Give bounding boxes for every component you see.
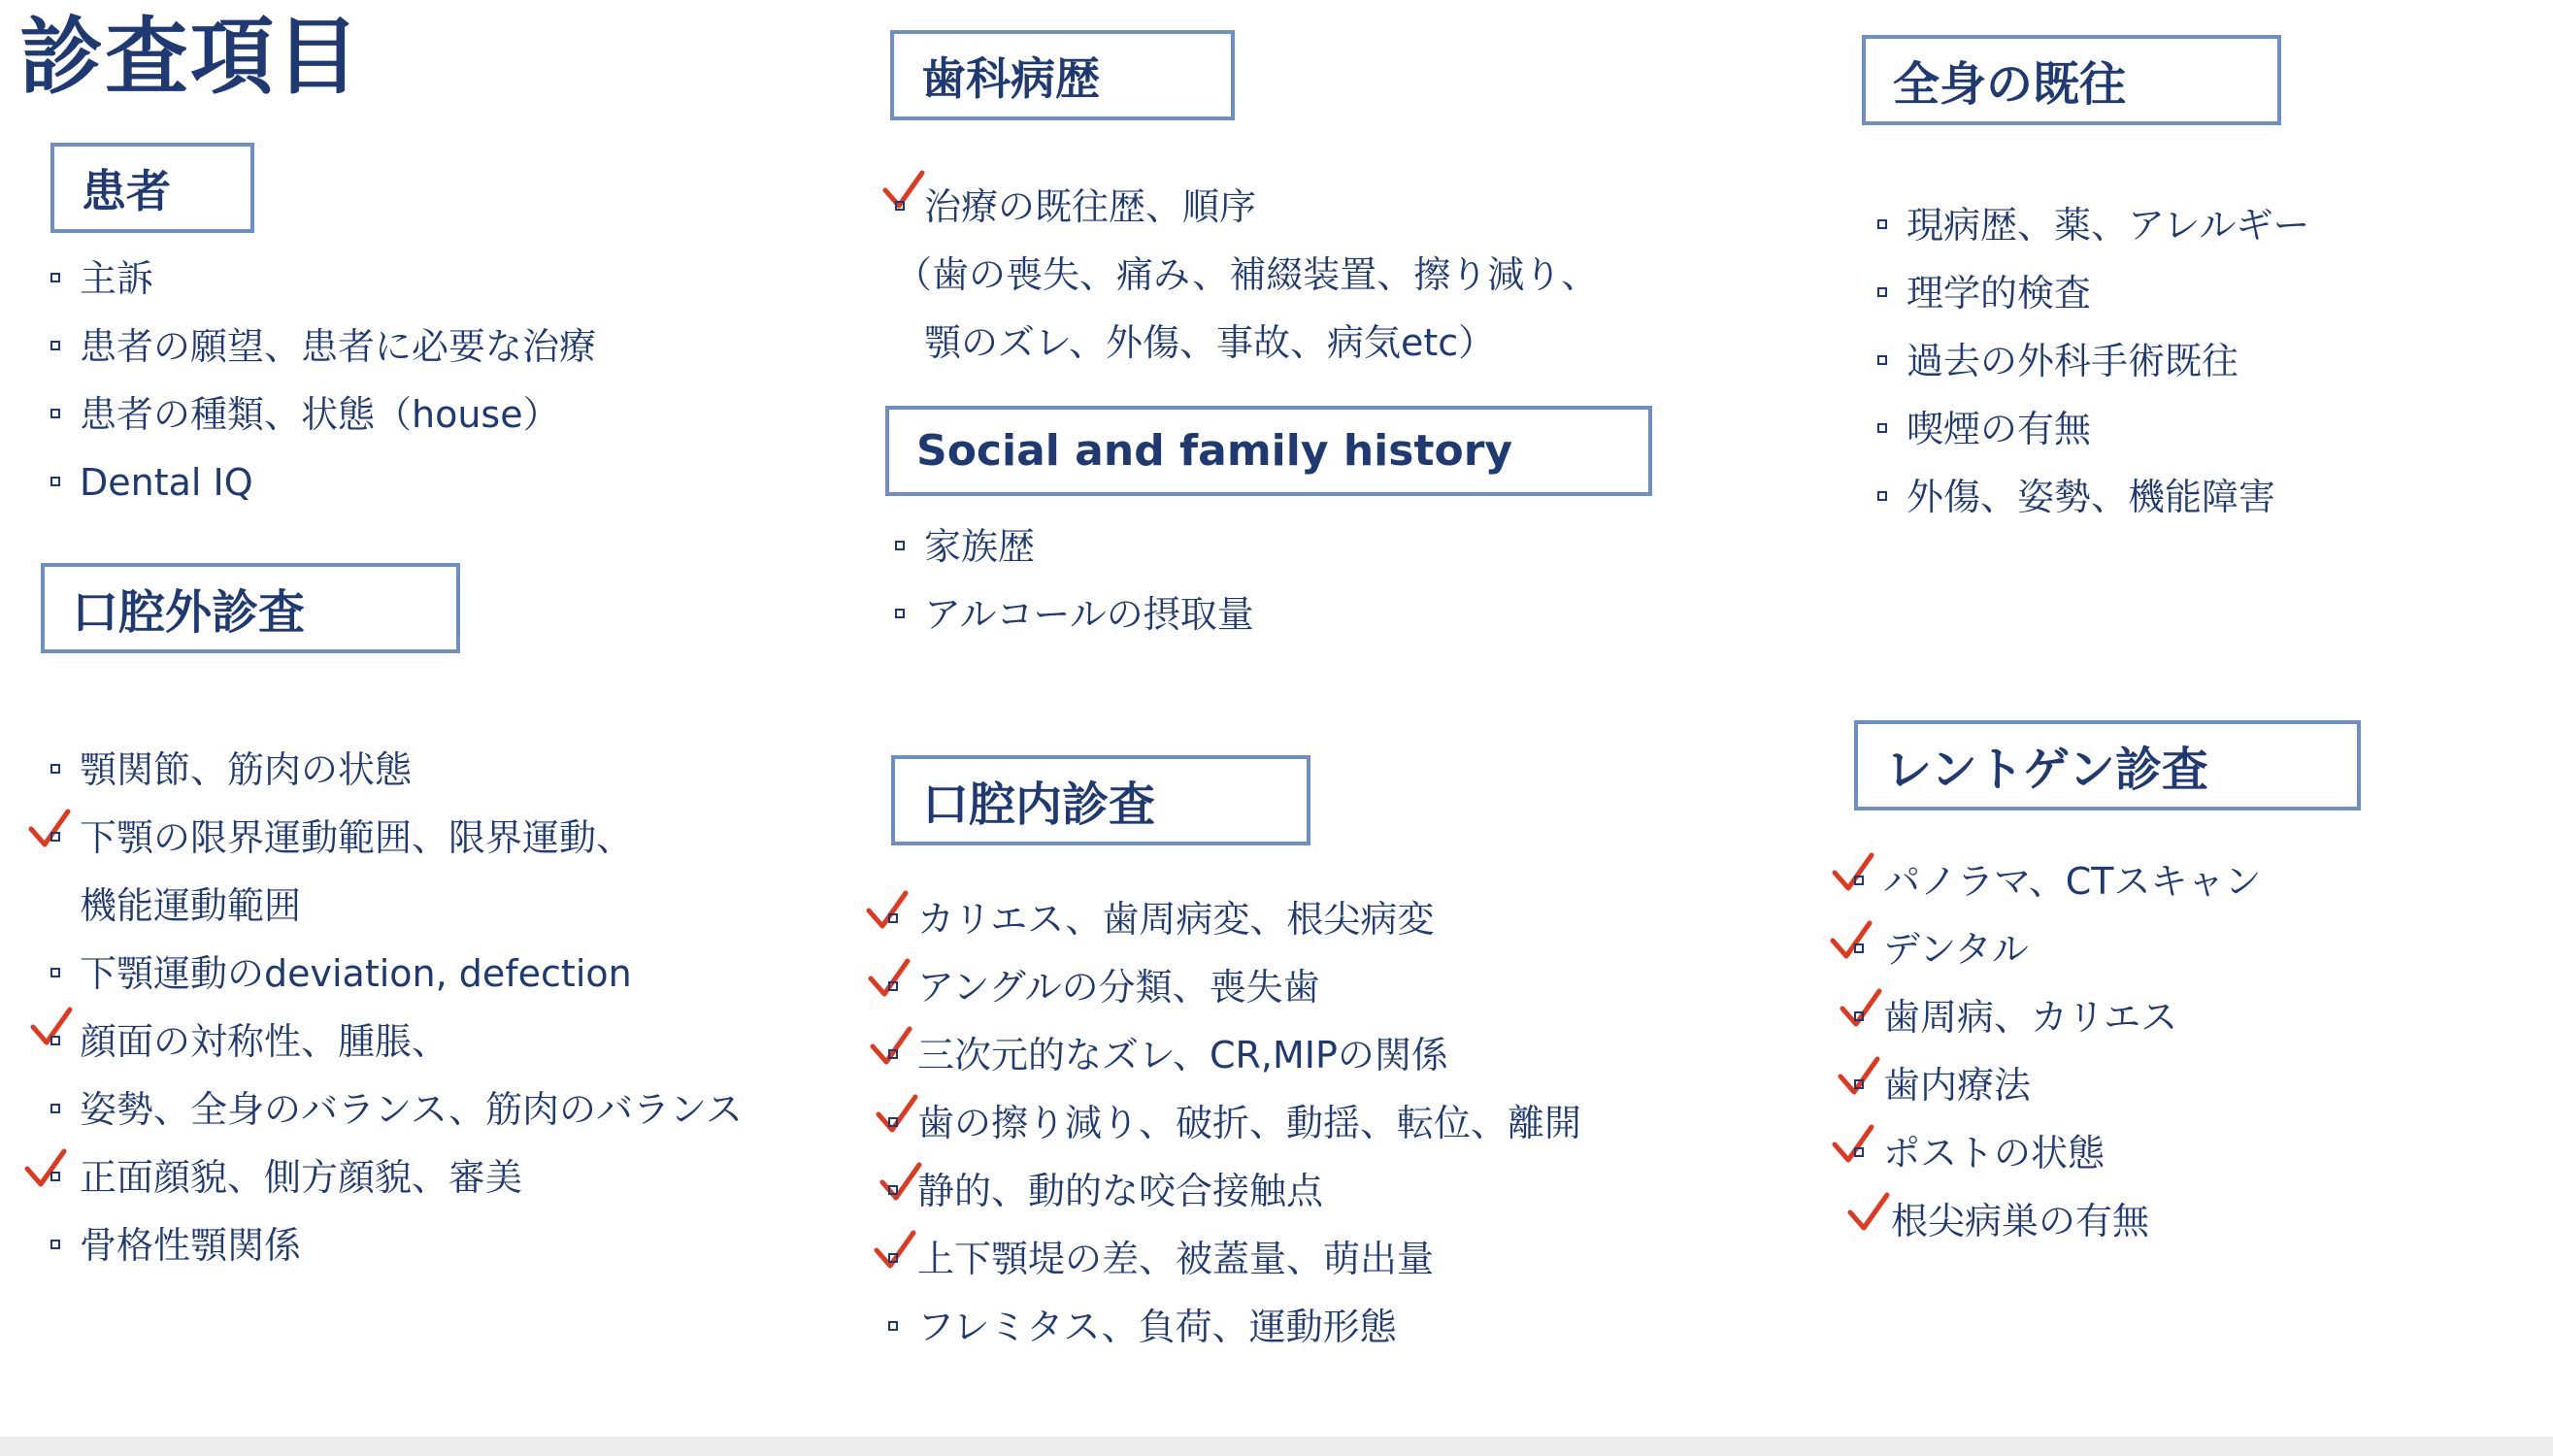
list-item: 姿勢、全身のバランス、筋肉のバランス xyxy=(50,1075,743,1143)
section-heading-social-label: Social and family history xyxy=(916,426,1513,476)
list-item: 患者の願望、患者に必要な治療 xyxy=(50,313,596,381)
check-mark-icon xyxy=(27,806,80,852)
section-heading-xray-label: レントゲン診査 xyxy=(1885,743,2208,797)
list-item: 理学的検査 xyxy=(1877,259,2310,327)
section-heading-extraoral xyxy=(41,563,460,653)
xray-list xyxy=(1854,847,2261,1255)
list-item: アングルの分類、喪失歯 xyxy=(888,953,1581,1021)
bullet-icon xyxy=(50,341,60,350)
bullet-icon xyxy=(1877,355,1887,365)
bullet-icon xyxy=(50,477,60,486)
list-item: フレミタス、負荷、運動形態 xyxy=(888,1293,1581,1361)
bullet-icon xyxy=(895,609,905,618)
bullet-icon xyxy=(888,1117,898,1127)
list-item: 歯周病、カリエス xyxy=(1854,983,2261,1051)
medical-history-list xyxy=(1877,191,2310,531)
check-mark-icon xyxy=(873,1227,925,1274)
bullet-icon xyxy=(50,832,60,842)
list-item: Dental IQ xyxy=(50,448,596,516)
list-item: 現病歴、薬、アレルギー xyxy=(1877,191,2310,259)
bullet-icon xyxy=(50,764,60,774)
list-item: 外傷、姿勢、機能障害 xyxy=(1877,463,2310,531)
list-item: カリエス、歯周病変、根尖病変 xyxy=(888,885,1581,953)
check-mark-icon xyxy=(1831,849,1883,896)
check-mark-icon xyxy=(1831,1121,1883,1168)
section-heading-medical-history xyxy=(1862,35,2281,125)
bullet-icon xyxy=(50,1172,60,1181)
bullet-icon xyxy=(1877,219,1887,229)
intraoral-list xyxy=(888,885,1581,1361)
list-item: 骨格性顎関係 xyxy=(50,1211,743,1279)
list-item: 主訴 xyxy=(50,245,596,313)
section-heading-dental-history-label: 歯科病歴 xyxy=(921,51,1100,105)
list-item-continuation: 機能運動範囲 xyxy=(80,884,302,927)
check-mark-icon xyxy=(867,955,919,1002)
section-heading-extraoral-label: 口腔外診査 xyxy=(72,585,306,640)
bullet-icon xyxy=(50,1240,60,1249)
bullet-icon xyxy=(888,981,898,991)
list-item: 歯内療法 xyxy=(1854,1051,2261,1119)
patient-list xyxy=(50,245,596,516)
bullet-icon xyxy=(1877,287,1887,297)
section-heading-intraoral xyxy=(891,755,1310,845)
check-mark-icon xyxy=(1837,1053,1889,1100)
check-mark-icon xyxy=(881,167,934,214)
list-item: 静的、動的な咬合接触点 xyxy=(888,1157,1581,1225)
bullet-icon xyxy=(1854,876,1864,885)
extraoral-list xyxy=(50,736,743,1279)
section-heading-social xyxy=(885,406,1652,496)
bullet-icon xyxy=(888,1321,898,1331)
list-item-continuation: 顎のズレ、外傷、事故、病気etc） xyxy=(924,321,1496,364)
list-item: 正面顔貌、側方顔貌、審美 xyxy=(50,1143,743,1211)
section-heading-patient xyxy=(50,143,254,233)
list-item: 歯の擦り減り、破折、動揺、転位、離開 xyxy=(888,1089,1581,1157)
list-item: 患者の種類、状態（house） xyxy=(50,381,596,448)
section-heading-intraoral-label: 口腔内診査 xyxy=(922,778,1156,832)
list-item: 顎関節、筋肉の状態 xyxy=(50,736,743,804)
section-heading-medical-history-label: 全身の既往 xyxy=(1893,57,2127,112)
list-item: 三次元的なズレ、CR,MIPの関係 xyxy=(888,1021,1581,1089)
bullet-icon xyxy=(888,1049,898,1059)
section-heading-dental-history xyxy=(890,30,1235,120)
bullet-icon xyxy=(1854,943,1864,953)
bullet-icon xyxy=(50,409,60,418)
bullet-icon xyxy=(1877,491,1887,501)
list-item: 顔面の対称性、腫脹、 xyxy=(50,1008,743,1075)
footer-strip xyxy=(0,1437,2553,1456)
check-mark-icon xyxy=(1846,1189,1899,1236)
list-item: 治療の既往歴、順序 xyxy=(895,173,1598,241)
bullet-icon xyxy=(1877,423,1887,433)
bullet-icon xyxy=(895,541,905,550)
list-item: 下顎運動のdeviation, defection xyxy=(50,940,743,1008)
social-list xyxy=(895,513,1254,648)
bullet-icon xyxy=(50,273,60,282)
list-item: パノラマ、CTスキャン xyxy=(1854,847,2261,915)
bullet-icon xyxy=(50,1104,60,1113)
bullet-icon xyxy=(1854,1147,1864,1157)
check-mark-icon xyxy=(865,887,917,934)
section-heading-xray xyxy=(1854,720,2361,811)
bullet-icon xyxy=(50,1036,60,1045)
bullet-icon xyxy=(888,1253,898,1263)
list-item: 下顎の限界運動範囲、限界運動、 xyxy=(50,804,743,872)
list-item-continuation: （歯の喪失、痛み、補綴装置、擦り減り、 xyxy=(895,253,1599,296)
bullet-icon xyxy=(895,201,905,211)
list-item: 根尖病巣の有無 xyxy=(1854,1187,2261,1255)
section-heading-patient-label: 患者 xyxy=(82,164,171,217)
check-mark-icon xyxy=(879,1159,931,1206)
check-mark-icon xyxy=(23,1145,76,1192)
bullet-icon xyxy=(1854,1011,1864,1021)
list-item: 過去の外科手術既往 xyxy=(1877,327,2310,395)
dental-history-list xyxy=(895,173,1598,377)
list-item: デンタル xyxy=(1854,915,2261,983)
bullet-icon xyxy=(1854,1079,1864,1089)
bullet-icon xyxy=(50,968,60,977)
list-item: アルコールの摂取量 xyxy=(895,580,1254,648)
check-mark-icon xyxy=(1829,917,1881,964)
list-item: ポストの状態 xyxy=(1854,1119,2261,1187)
check-mark-icon xyxy=(869,1023,921,1070)
page-title: 診査項目 xyxy=(19,9,361,106)
list-item: 上下顎堤の差、被蓋量、萌出量 xyxy=(888,1225,1581,1293)
bullet-icon xyxy=(888,1185,898,1195)
bullet-icon xyxy=(888,913,898,923)
check-mark-icon xyxy=(875,1091,927,1138)
list-item: 喫煙の有無 xyxy=(1877,395,2310,463)
check-mark-icon xyxy=(1839,985,1891,1032)
list-item: 家族歴 xyxy=(895,513,1254,580)
